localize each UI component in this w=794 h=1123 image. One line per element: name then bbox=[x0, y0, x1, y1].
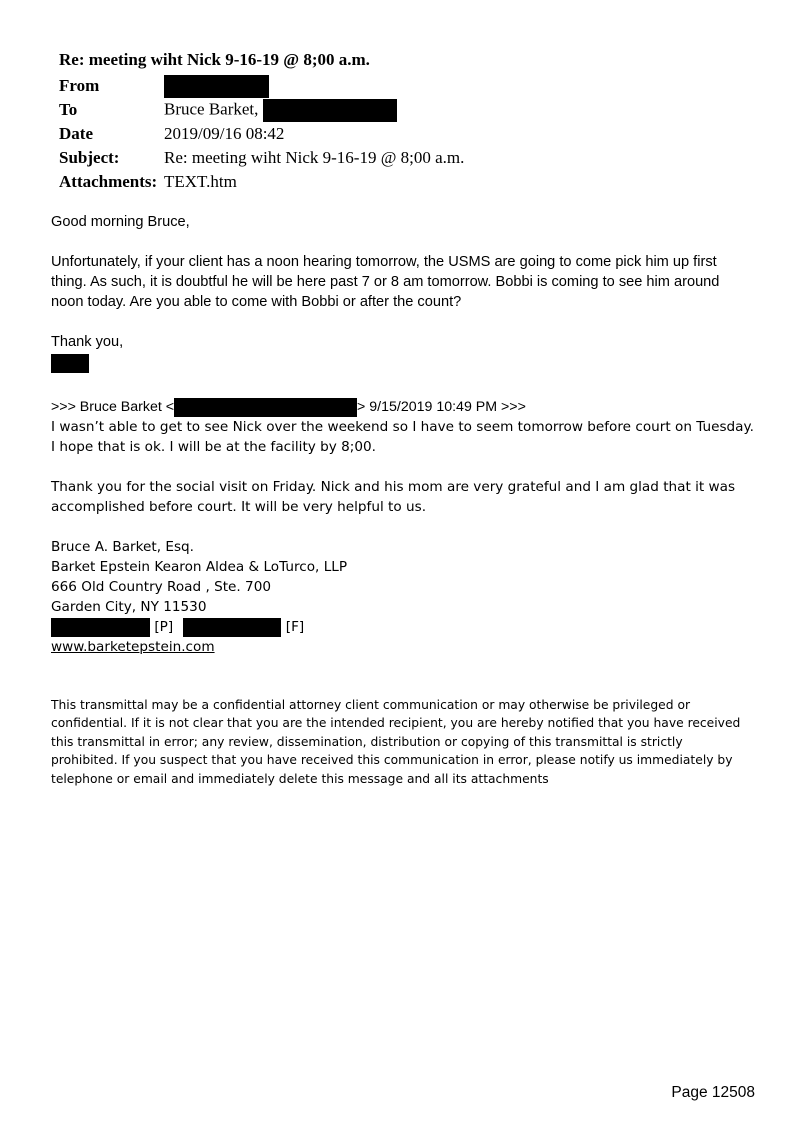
email-title: Re: meeting wiht Nick 9-16-19 @ 8;00 a.m. bbox=[59, 50, 370, 69]
redaction-box bbox=[51, 354, 89, 373]
subject-row bbox=[59, 146, 464, 170]
page-number: Page 12508 bbox=[671, 1084, 755, 1101]
subject-label: Subject: bbox=[59, 148, 120, 167]
header-fields bbox=[59, 74, 464, 194]
redaction-box bbox=[174, 398, 357, 417]
email-header bbox=[59, 50, 464, 194]
quoted-message bbox=[51, 397, 756, 657]
date-value: 2019/09/16 08:42 bbox=[164, 124, 285, 143]
attachments-value: TEXT.htm bbox=[164, 172, 237, 191]
signature-firm: Barket Epstein Kearon Aldea & LoTurco, LLP bbox=[51, 559, 348, 575]
date-label: Date bbox=[59, 124, 93, 143]
signature-name: Bruce A. Barket, Esq. bbox=[51, 539, 194, 555]
signature-contact bbox=[51, 617, 756, 637]
quoted-paragraph-2: Thank you for the social visit on Friday. Nick and his mom are very grateful and I am glad that it was accomplished before court. It will be very helpful to us. bbox=[51, 479, 736, 515]
closing-text: Thank you, bbox=[51, 334, 124, 350]
forward-suffix: > 9/15/2019 10:49 PM >>> bbox=[357, 399, 526, 415]
to-row bbox=[59, 98, 464, 122]
quoted-paragraph-1: I wasn’t able to get to see Nick over the weekend so I have to seem tomorrow before court on Tuesday. I hope that is ok. I will be at the facility by 8;00. bbox=[51, 419, 754, 455]
attachments-row bbox=[59, 170, 464, 194]
signature-block bbox=[51, 537, 756, 657]
redaction-box bbox=[263, 99, 397, 122]
from-row bbox=[59, 74, 464, 98]
subject-value: Re: meeting wiht Nick 9-16-19 @ 8;00 a.m. bbox=[164, 148, 465, 167]
attachments-label: Attachments: bbox=[59, 172, 158, 191]
signature-address-2: Garden City, NY 11530 bbox=[51, 599, 207, 615]
redaction-box bbox=[183, 618, 281, 637]
closing bbox=[51, 332, 751, 373]
to-label: To bbox=[59, 100, 78, 119]
to-name: Bruce Barket, bbox=[164, 98, 259, 118]
from-value bbox=[164, 74, 464, 98]
confidentiality-disclaimer: This transmittal may be a confidential attorney client communication or may otherwise be privileged or confidential. If it is not clear that you are the intended recipient, you are hereby notified that you have received this transmittal in error; any review, dissemination, distribution or copying of this transmittal is strictly prohibited. If you suspect that you have received this communication in error, please notify us immediately by telephone or email and immediately delete this message and all its attachments bbox=[51, 698, 741, 786]
redaction-box bbox=[164, 75, 269, 98]
phone-suffix: [P] bbox=[154, 619, 174, 635]
greeting: Good morning Bruce, bbox=[51, 214, 190, 230]
to-value bbox=[164, 98, 464, 122]
signature-address-1: 666 Old Country Road , Ste. 700 bbox=[51, 579, 272, 595]
forward-header bbox=[51, 397, 756, 417]
reply-paragraph: Unfortunately, if your client has a noon hearing tomorrow, the USMS are going to come pick him up first thing. As such, it is doubtful he will be here past 7 or 8 am tomorrow. Bobbi is coming to see him around noon today. Are you able to come with Bobbi or after the count? bbox=[51, 254, 720, 310]
website-link[interactable]: www.barketepstein.com bbox=[51, 639, 215, 655]
from-label: From bbox=[59, 76, 100, 95]
redaction-box bbox=[51, 618, 150, 637]
date-row bbox=[59, 122, 464, 146]
fax-suffix: [F] bbox=[285, 619, 305, 635]
reply-body bbox=[51, 212, 751, 373]
forward-prefix: >>> Bruce Barket < bbox=[51, 399, 175, 415]
